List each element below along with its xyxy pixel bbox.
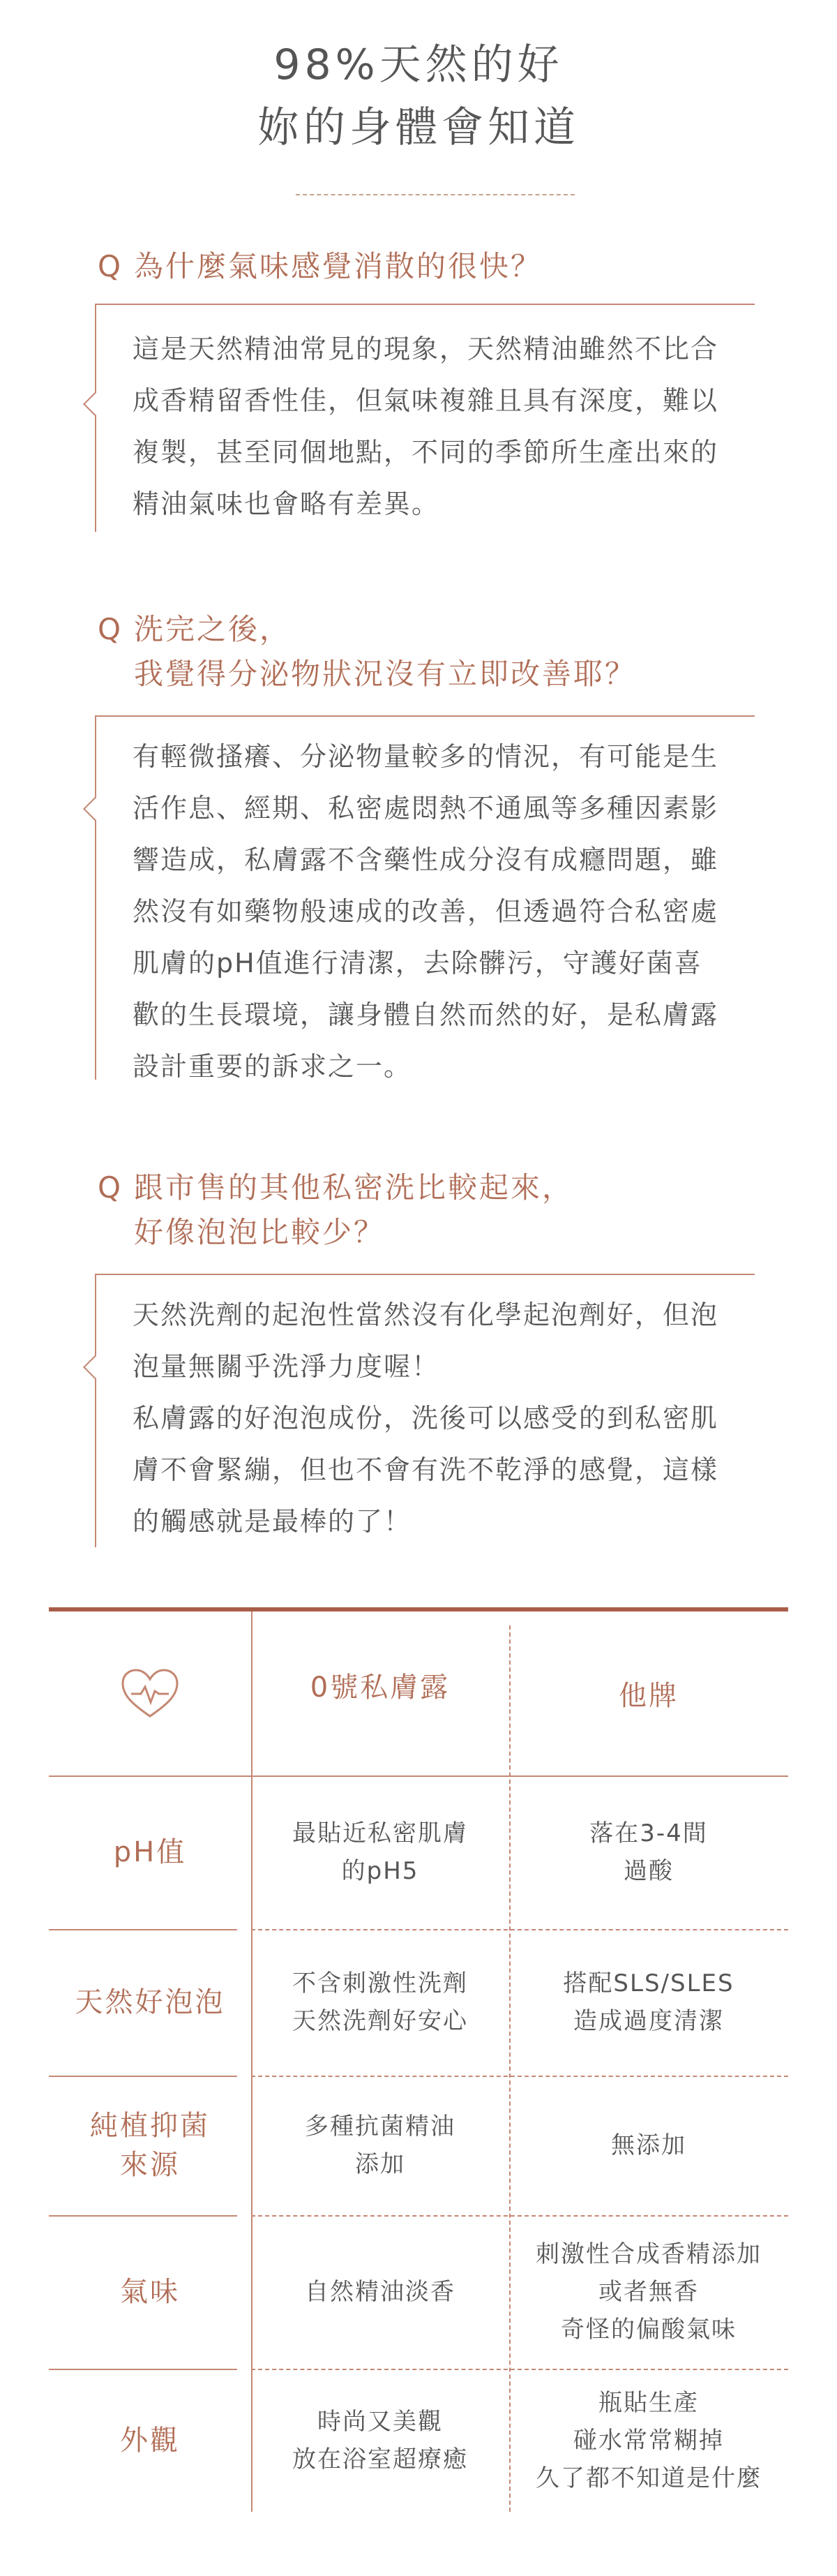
row-appearance-theirs-line-2: 碰水常常糊掉 — [573, 2426, 724, 2455]
table-header-theirs: 他牌 — [619, 1680, 679, 1712]
row-antibacterial-ours-line-1: 多種抗菌精油 — [305, 2113, 455, 2141]
row-label-appearance: 外觀 — [120, 2424, 180, 2457]
row-ph-theirs-line-2: 過酸 — [623, 1857, 674, 1885]
hero-title-line1: 98%天然的好 — [273, 40, 564, 89]
faq-answer-2-line-7: 設計重要的訴求之一。 — [133, 1051, 412, 1082]
faq-answer-1-line-3: 複製，甚至同個地點，不同的季節所生產出來的 — [133, 437, 719, 468]
row-scent-theirs — [509, 2215, 788, 2369]
row-scent-theirs-line-1: 刺激性合成香精添加 — [536, 2240, 762, 2268]
row-ph-ours — [251, 1775, 509, 1929]
row-ph-ours-line-1: 最貼近私密肌膚 — [292, 1819, 468, 1847]
row-label-ph: pH值 — [113, 1836, 187, 1868]
hero-divider — [296, 194, 575, 195]
row-appearance-theirs — [509, 2369, 788, 2512]
faq-answer-2-line-2: 活作息、經期、私密處悶熱不通風等多種因素影 — [133, 793, 719, 824]
faq-question-2-line-2: 我覺得分泌物狀況沒有立即改善耶？ — [134, 657, 637, 691]
row-label-antibacterial-line-2: 來源 — [120, 2149, 180, 2181]
row-label-foam: 天然好泡泡 — [75, 1986, 225, 2018]
row-foam-theirs — [509, 1929, 788, 2076]
q-mark: Q — [98, 249, 123, 283]
faq-answer-2-line-4: 然沒有如藥物般速成的改善，但透過符合私密處 — [133, 896, 719, 927]
row-antibacterial-ours-line-2: 添加 — [355, 2150, 405, 2178]
row-label-scent: 氣味 — [120, 2276, 180, 2308]
faq-question-3-line-1: 跟市售的其他私密洗比較起來， — [134, 1170, 574, 1205]
faq-question-3 — [98, 1166, 573, 1255]
faq-answer-2-line-1: 有輕微搔癢、分泌物量較多的情況，有可能是生 — [133, 741, 719, 772]
row-scent-ours: 自然精油淡香 — [305, 2278, 455, 2306]
faq-question-2-line-1: 洗完之後， — [134, 612, 292, 646]
q-mark: Q — [98, 1170, 123, 1205]
faq-answer-3-line-4: 膚不會緊繃，但也不會有洗不乾淨的感覺，這樣 — [133, 1454, 719, 1485]
row-ph-theirs — [509, 1775, 788, 1929]
row-foam-ours — [251, 1929, 509, 2076]
row-label-antibacterial-line-1: 純植抑菌 — [90, 2110, 210, 2142]
faq-question-2 — [98, 607, 636, 697]
row-foam-theirs-line-1: 搭配SLS/SLES — [563, 1970, 734, 1997]
faq-answer-2-line-5: 肌膚的pH值進行清潔，去除髒污，守護好菌喜 — [133, 948, 702, 978]
heart-icon — [119, 1666, 181, 1722]
row-ph-theirs-line-1: 落在3-4間 — [589, 1819, 708, 1847]
row-antibacterial-theirs: 無添加 — [611, 2131, 686, 2159]
row-foam-ours-line-1: 不含刺激性洗劑 — [292, 1970, 468, 1997]
faq-answer-1-line-4: 精油氣味也會略有差異。 — [133, 489, 440, 519]
faq-answer-3-line-2: 泡量無關乎洗淨力度喔！ — [133, 1351, 440, 1382]
table-header-ours: 0號私膚露 — [310, 1671, 451, 1704]
table-header-icon-cell — [49, 1611, 251, 1775]
row-scent-theirs-line-2: 或者無香 — [598, 2278, 699, 2306]
row-appearance-theirs-line-1: 瓶貼生產 — [598, 2388, 699, 2417]
faq-answer-2 — [95, 715, 755, 1080]
row-antibacterial-ours — [251, 2076, 509, 2215]
faq-answer-2-line-6: 歡的生長環境，讓身體自然而然的好，是私膚露 — [133, 999, 719, 1030]
hero-title-line2: 妳的身體會知道 — [257, 103, 580, 152]
q-mark: Q — [98, 612, 123, 646]
faq-answer-3-line-1: 天然洗劑的起泡性當然沒有化學起泡劑好，但泡 — [133, 1300, 719, 1330]
row-scent-theirs-line-3: 奇怪的偏酸氣味 — [561, 2316, 737, 2344]
comparison-table — [49, 1607, 788, 2512]
faq-answer-3-line-3: 私膚露的好泡泡成份，洗後可以感受的到私密肌 — [133, 1403, 719, 1434]
row-ph-ours-line-2: 的pH5 — [341, 1857, 419, 1885]
row-appearance-ours — [251, 2369, 509, 2512]
row-foam-theirs-line-2: 造成過度清潔 — [573, 2007, 724, 2035]
row-appearance-ours-line-2: 放在浴室超療癒 — [292, 2445, 468, 2473]
row-label-antibacterial — [49, 2076, 251, 2215]
faq-question-1 — [98, 244, 542, 289]
faq-answer-2-line-3: 響造成，私膚露不含藥性成分沒有成癮問題，雖 — [133, 844, 719, 875]
row-appearance-theirs-line-3: 久了都不知道是什麼 — [536, 2464, 762, 2492]
row-appearance-ours-line-1: 時尚又美觀 — [317, 2407, 443, 2436]
faq-answer-3-line-5: 的觸感就是最棒的了！ — [133, 1506, 412, 1537]
faq-answer-1-line-2: 成香精留香性佳，但氣味複雜且具有深度，難以 — [133, 385, 719, 416]
faq-answer-3 — [95, 1274, 755, 1547]
faq-question-3-line-2: 好像泡泡比較少？ — [134, 1215, 386, 1249]
faq-question-1-line-1: 為什麼氣味感覺消散的很快？ — [134, 249, 543, 283]
faq-answer-1 — [95, 304, 755, 532]
row-foam-ours-line-2: 天然洗劑好安心 — [292, 2007, 468, 2035]
faq-answer-1-line-1: 這是天然精油常見的現象，天然精油雖然不比合 — [133, 334, 719, 364]
